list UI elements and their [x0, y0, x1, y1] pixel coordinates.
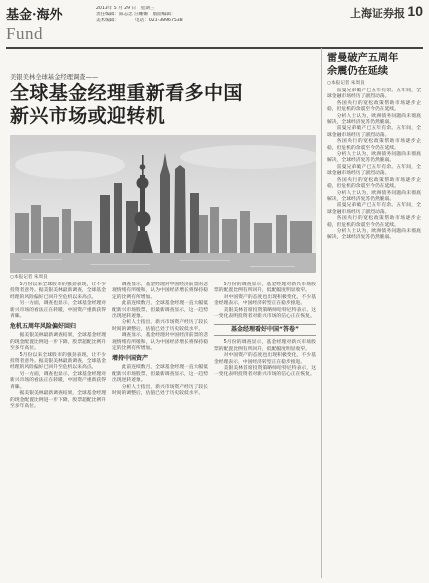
paragraph: 美银美林首席投资策略师哈特尼特表示，这一变化表明投资者对新兴市场的信心正在恢复。 [214, 307, 316, 320]
paper-name: 上海证券报 [350, 7, 405, 20]
paragraph: 5月份的调查显示，基金经理对新兴市场股票的配置比例有所回升，低配幅度明显收窄。 [214, 282, 316, 294]
paragraph: 雷曼兄弟破产已五年有余。五年间，全球金融市场经历了剧烈动荡。 [327, 126, 421, 138]
section-title: 基金·海外 [6, 8, 63, 23]
masthead-rule [6, 47, 423, 49]
paragraph: 各国央行的宽松政策帮助市场逐步企稳，但危机的余震至今仍在延续。 [327, 216, 421, 228]
paragraph: 对中国资产的态度也出现积极变化，不少基金经理表示，中国经济转型正在稳步推进。 [214, 353, 316, 365]
section-subtitle: Fund [6, 24, 43, 43]
paragraph: 分析人士认为，欧洲债务问题尚未彻底解决，全球经济复苏仍然脆弱。 [327, 152, 421, 164]
paragraph: 各国央行的宽松政策帮助市场逐步企稳，但危机的余震至今仍在延续。 [327, 177, 421, 190]
paragraph: 5月份以来全球股市的强劲表现，让不少投资者意外。据美银美林最新调查，全球基金经理的风险偏好已回升至危机以来高点。 [10, 352, 106, 371]
paragraph: 另一方面，调查也显示，全球基金经理对新兴市场的看法正在转暖，中国资产重新获得青睐。 [10, 301, 106, 320]
page-number: 10 [407, 3, 423, 19]
article-column-1 [10, 282, 106, 578]
sidebar-divider [321, 48, 322, 578]
article-subhead-boxed: 基金经理看好中国“答卷” [214, 324, 316, 336]
headline-line: 全球基金经理重新看多中国 [10, 82, 243, 104]
paragraph: 此前连续数月，全球基金经理一直大幅低配新兴市场股票，但最新调查显示，这一趋势出现逆转迹象。 [112, 365, 208, 384]
sidebar-body [327, 88, 421, 578]
paragraph: 美银美林首席投资策略师哈特尼特表示，这一变化表明投资者对新兴市场的信心正在恢复。 [214, 366, 316, 378]
paragraph: 雷曼兄弟破产已五年有余。五年间，全球金融市场经历了剧烈动荡。 [327, 203, 421, 215]
article-subhead: 危机五周年风险偏好回归 [10, 323, 77, 331]
paragraph: 分析人士认为，欧洲债务问题尚未彻底解决，全球经济复苏仍然脆弱。 [327, 228, 421, 241]
article-subhead: 增持中国资产 [112, 355, 149, 363]
paragraph: 分析人士认为，欧洲债务问题尚未彻底解决，全球经济复苏仍然脆弱。 [327, 190, 421, 202]
issue-meta [96, 6, 321, 25]
article-headline [10, 82, 330, 128]
photo-caption: ○本报记者 朱周良 [10, 275, 48, 280]
issue-meta-line: 2013年 5 月 29 日 星期三 [96, 6, 155, 11]
paragraph: 各国央行的宽松政策帮助市场逐步企稳，但危机的余震至今仍在延续。 [327, 139, 421, 151]
paragraph: 对中国资产的态度也出现积极变化，不少基金经理表示，中国经济转型正在稳步推进。 [214, 294, 316, 307]
paragraph: 雷曼兄弟破产已五年有余。五年间，全球金融市场经历了剧烈动荡。 [327, 88, 421, 100]
paragraph: 调查显示，基金经理对中国经济前景的悲观情绪有所缓和，认为中国经济增长将保持稳定的比例有所增加。 [112, 333, 208, 352]
paragraph: 雷曼兄弟破产已五年有余。五年间，全球金融市场经历了剧烈动荡。 [327, 164, 421, 177]
headline-line: 新兴市场或迎转机 [10, 105, 166, 127]
skyline-photo [10, 135, 316, 273]
paragraph: 调查显示，基金经理对中国经济前景的悲观情绪有所缓和，认为中国经济增长将保持稳定的比例有所增加。 [112, 282, 208, 300]
paragraph: 另一方面，调查也显示，全球基金经理对新兴市场的看法正在转暖，中国资产重新获得青睐。 [10, 371, 106, 390]
paragraph: 分析人士指出，新兴市场资产经历了较长时间的调整后，估值已处于历史较低水平。 [112, 320, 208, 332]
sidebar-headline-line: 余震仍在延续 [327, 66, 389, 77]
sidebar-headline [327, 52, 419, 78]
issue-meta-line: 美术编辑： 电话：021-38967538 [96, 18, 183, 24]
paragraph: 此前连续数月，全球基金经理一直大幅低配新兴市场股票，但最新调查显示，这一趋势出现逆转迹象。 [112, 301, 208, 320]
paragraph: 分析人士指出，新兴市场资产经历了较长时间的调整后，估值已处于历史较低水平。 [112, 384, 208, 397]
article-kicker: 美银美林全球基金经理调查—— [10, 74, 99, 81]
article-column-3 [214, 282, 316, 578]
paragraph: 各国央行的宽松政策帮助市场逐步企稳，但危机的余震至今仍在延续。 [327, 100, 421, 113]
sidebar-byline: ○本报记者 朱周良 [327, 81, 365, 86]
paragraph: 据美银美林最新调查结果，全球基金经理的现金配置比例进一步下降，股票超配比例升至多年高位。 [10, 391, 106, 409]
issue-meta-line: 责任编辑：陈志忠 汪姗姗 版面编辑： [96, 12, 176, 18]
paragraph: 5月份以来全球股市的强劲表现，让不少投资者意外。据美银美林最新调查，全球基金经理的风险偏好已回升至危机以来高点。 [10, 282, 106, 300]
sidebar-headline-line: 雷曼破产五周年 [327, 53, 399, 64]
paragraph: 分析人士认为，欧洲债务问题尚未彻底解决，全球经济复苏仍然脆弱。 [327, 113, 421, 126]
paragraph: 据美银美林最新调查结果，全球基金经理的现金配置比例进一步下降，股票超配比例升至多年高位。 [10, 333, 106, 352]
article-column-2 [112, 282, 208, 578]
paragraph: 5月份的调查显示，基金经理对新兴市场股票的配置比例有所回升，低配幅度明显收窄。 [214, 340, 316, 352]
skyline-image [10, 135, 316, 273]
